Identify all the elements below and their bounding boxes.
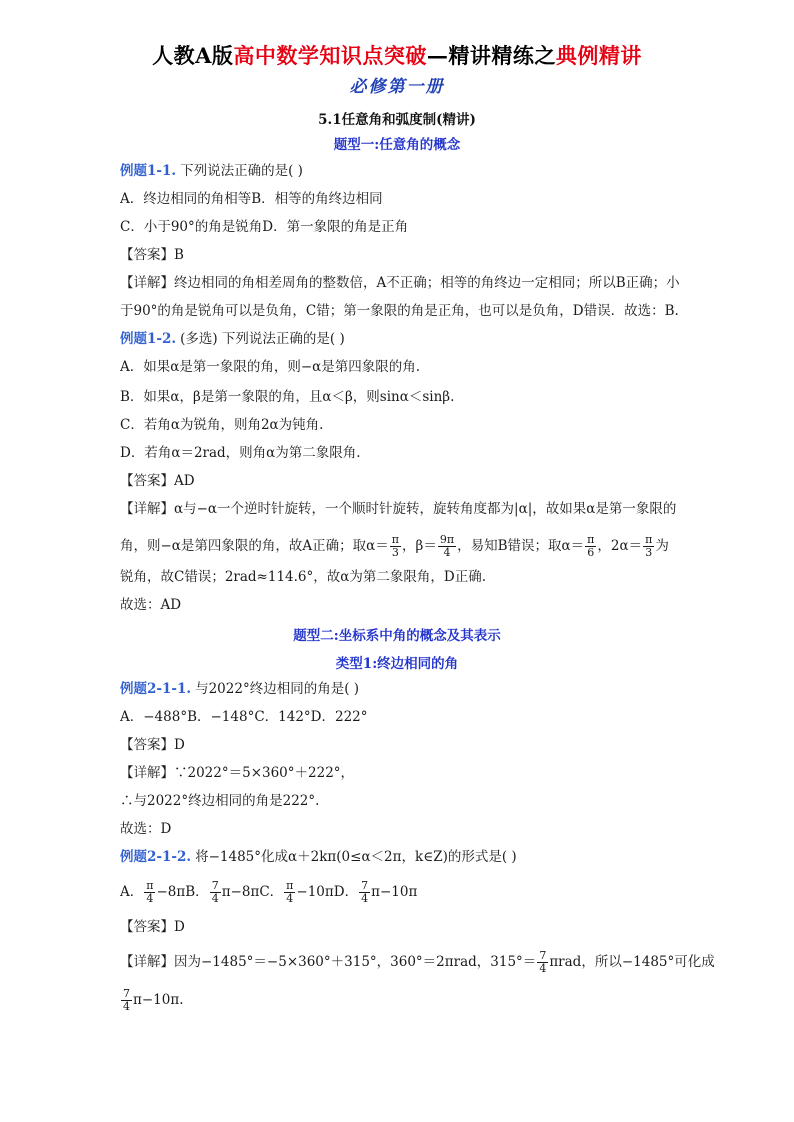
ex2-1-2-question: 将−1485°化成α＋2kπ(0≤α＜2π，k∈Z)的形式是( ) bbox=[195, 849, 517, 865]
title-part-4: 典例精讲 bbox=[555, 43, 642, 68]
fraction-option-d: $\frac{7}{4}$ bbox=[361, 879, 369, 905]
ex1-2-detail-3: 锐角，故C错误；2rad≈114.6°，故α为第二象限角，D正确. bbox=[120, 569, 487, 585]
ex2-1-2-detail-1 bbox=[120, 949, 715, 975]
ex1-2-detail-2e: 为 bbox=[655, 538, 669, 554]
ex2-1-2-label: 例题2-1-2. bbox=[120, 849, 192, 865]
ex2-1-2-detail-2b: π−10π. bbox=[133, 992, 184, 1008]
ex1-2-question: (多选) 下列说法正确的是( ) bbox=[180, 331, 345, 347]
ex2-1-2-option-a-tail: −8πB． bbox=[156, 884, 209, 900]
ex2-1-2-detail-1a: 【详解】因为−1485°＝−5×360°＋315°，360°＝2πrad，315°＝ bbox=[120, 954, 537, 970]
ex1-1-option-b: B．相等的角终边相同 bbox=[251, 191, 383, 207]
title-part-1: 人教A版 bbox=[152, 43, 234, 68]
ex1-1-question-line bbox=[120, 162, 680, 180]
ex1-2-option-d: D．若角α＝2rad，则角α为第二象限角. bbox=[120, 445, 361, 461]
ex2-1-1-detail-1: 【详解】∵2022°＝5×360°＋222°， bbox=[120, 765, 355, 781]
ex2-1-1-answer: 【答案】D bbox=[120, 737, 185, 753]
ex2-1-2-detail-1b: πrad，所以−1485°可化成 bbox=[549, 954, 715, 970]
fraction-pi-over-3: $\frac{\pi}{3}$ bbox=[391, 533, 400, 559]
ex1-1-option-d: D．第一象限的角是正角 bbox=[262, 219, 409, 235]
ex1-2-detail-1: 【详解】α与−α一个逆时针旋转，一个顺时针旋转，旋转角度都为|α|，故如果α是第一象限的 bbox=[120, 501, 677, 517]
ex2-1-1-question: 与2022°终边相同的角是( ) bbox=[195, 681, 360, 697]
ex1-1-option-c: C．小于90°的角是锐角 bbox=[120, 219, 263, 235]
fraction-option-b: $\frac{7}{4}$ bbox=[211, 879, 219, 905]
ex1-1-detail-2: 于90°的角是锐角可以是负角，C错；第一象限的角是正角，也可以是负角，D错误．故选：B. bbox=[120, 303, 679, 319]
ex1-2-answer: 【答案】AD bbox=[120, 473, 195, 489]
document-title bbox=[0, 40, 794, 70]
ex1-2-detail-2d: ，2α＝ bbox=[597, 538, 643, 554]
ex1-2-label: 例题1-2. bbox=[120, 331, 177, 347]
ex2-1-1-conclusion: 故选：D bbox=[120, 821, 172, 837]
ex2-1-2-question-line bbox=[120, 848, 680, 866]
ex1-1-detail-1: 【详解】终边相同的角相差周角的整数倍，A不正确；相等的角终边一定相同；所以B正确；小 bbox=[120, 275, 680, 291]
fraction-option-c: $\frac{\pi}{4}$ bbox=[286, 879, 294, 905]
title-part-3: —精讲精练之 bbox=[426, 43, 556, 68]
ex2-1-2-option-d-tail: π−10π bbox=[371, 884, 418, 900]
ex1-2-option-b: B．如果α，β是第一象限的角，且α＜β，则sinα＜sinβ. bbox=[120, 389, 455, 405]
type-1-title: 类型1:终边相同的角 bbox=[335, 656, 459, 672]
ex1-2-option-a: A．如果α是第一象限的角，则−α是第四象限的角. bbox=[120, 359, 421, 375]
ex2-1-2-option-a-lead: A． bbox=[120, 884, 144, 900]
ex1-1-answer: 【答案】B bbox=[120, 247, 184, 263]
ex1-2-detail-2 bbox=[120, 534, 680, 559]
ex1-1-label: 例题1-1. bbox=[120, 163, 177, 179]
fraction-pi-over-6: $\frac{\pi}{6}$ bbox=[587, 533, 595, 559]
ex2-1-2-option-c-tail: −10πD． bbox=[296, 884, 359, 900]
fraction-9pi-over-4: $\frac{9\pi}{4}$ bbox=[439, 533, 455, 559]
title-part-2: 高中数学知识点突破 bbox=[233, 43, 427, 68]
ex1-2-option-c: C．若角α为锐角，则角2α为钝角. bbox=[120, 417, 324, 433]
fraction-pi-over-3-b: $\frac{\pi}{3}$ bbox=[645, 533, 653, 559]
document-subtitle: 必修第一册 bbox=[349, 77, 445, 97]
ex2-1-2-option-b-tail: π−8πC． bbox=[221, 884, 284, 900]
ex2-1-2-detail-2 bbox=[120, 988, 680, 1013]
ex1-2-conclusion: 故选：AD bbox=[120, 597, 182, 613]
ex1-1-options-ab bbox=[120, 190, 680, 208]
ex2-1-1-label: 例题2-1-1. bbox=[120, 681, 192, 697]
ex2-1-2-answer: 【答案】D bbox=[120, 919, 185, 935]
ex1-2-detail-2c: ，易知B错误；取α＝ bbox=[457, 538, 585, 554]
ex1-2-question-line bbox=[120, 330, 680, 348]
topic-1-title: 题型一:任意角的概念 bbox=[333, 137, 461, 153]
ex1-2-detail-2a: 角，则−α是第四象限的角，故A正确；取α＝ bbox=[120, 538, 389, 554]
fraction-7-over-4-b: $\frac{7}{4}$ bbox=[123, 987, 130, 1013]
ex1-1-options-cd bbox=[120, 218, 680, 236]
ex1-1-option-a: A．终边相同的角相等 bbox=[120, 191, 252, 207]
ex2-1-2-options bbox=[120, 880, 680, 905]
lesson-title: 5.1任意角和弧度制(精讲) bbox=[318, 112, 476, 128]
ex1-1-question: 下列说法正确的是( ) bbox=[180, 163, 303, 179]
ex2-1-1-options: A．−488°B．−148°C．142°D．222° bbox=[120, 709, 368, 725]
fraction-option-a: $\frac{\pi}{4}$ bbox=[146, 879, 154, 905]
ex2-1-1-question-line bbox=[120, 680, 680, 698]
ex1-2-detail-2b: ，β＝ bbox=[402, 538, 437, 554]
topic-2-title: 题型二:坐标系中角的概念及其表示 bbox=[293, 628, 501, 644]
fraction-7-over-4: $\frac{7}{4}$ bbox=[539, 949, 547, 975]
ex2-1-1-detail-2: ∴与2022°终边相同的角是222°. bbox=[120, 793, 320, 809]
